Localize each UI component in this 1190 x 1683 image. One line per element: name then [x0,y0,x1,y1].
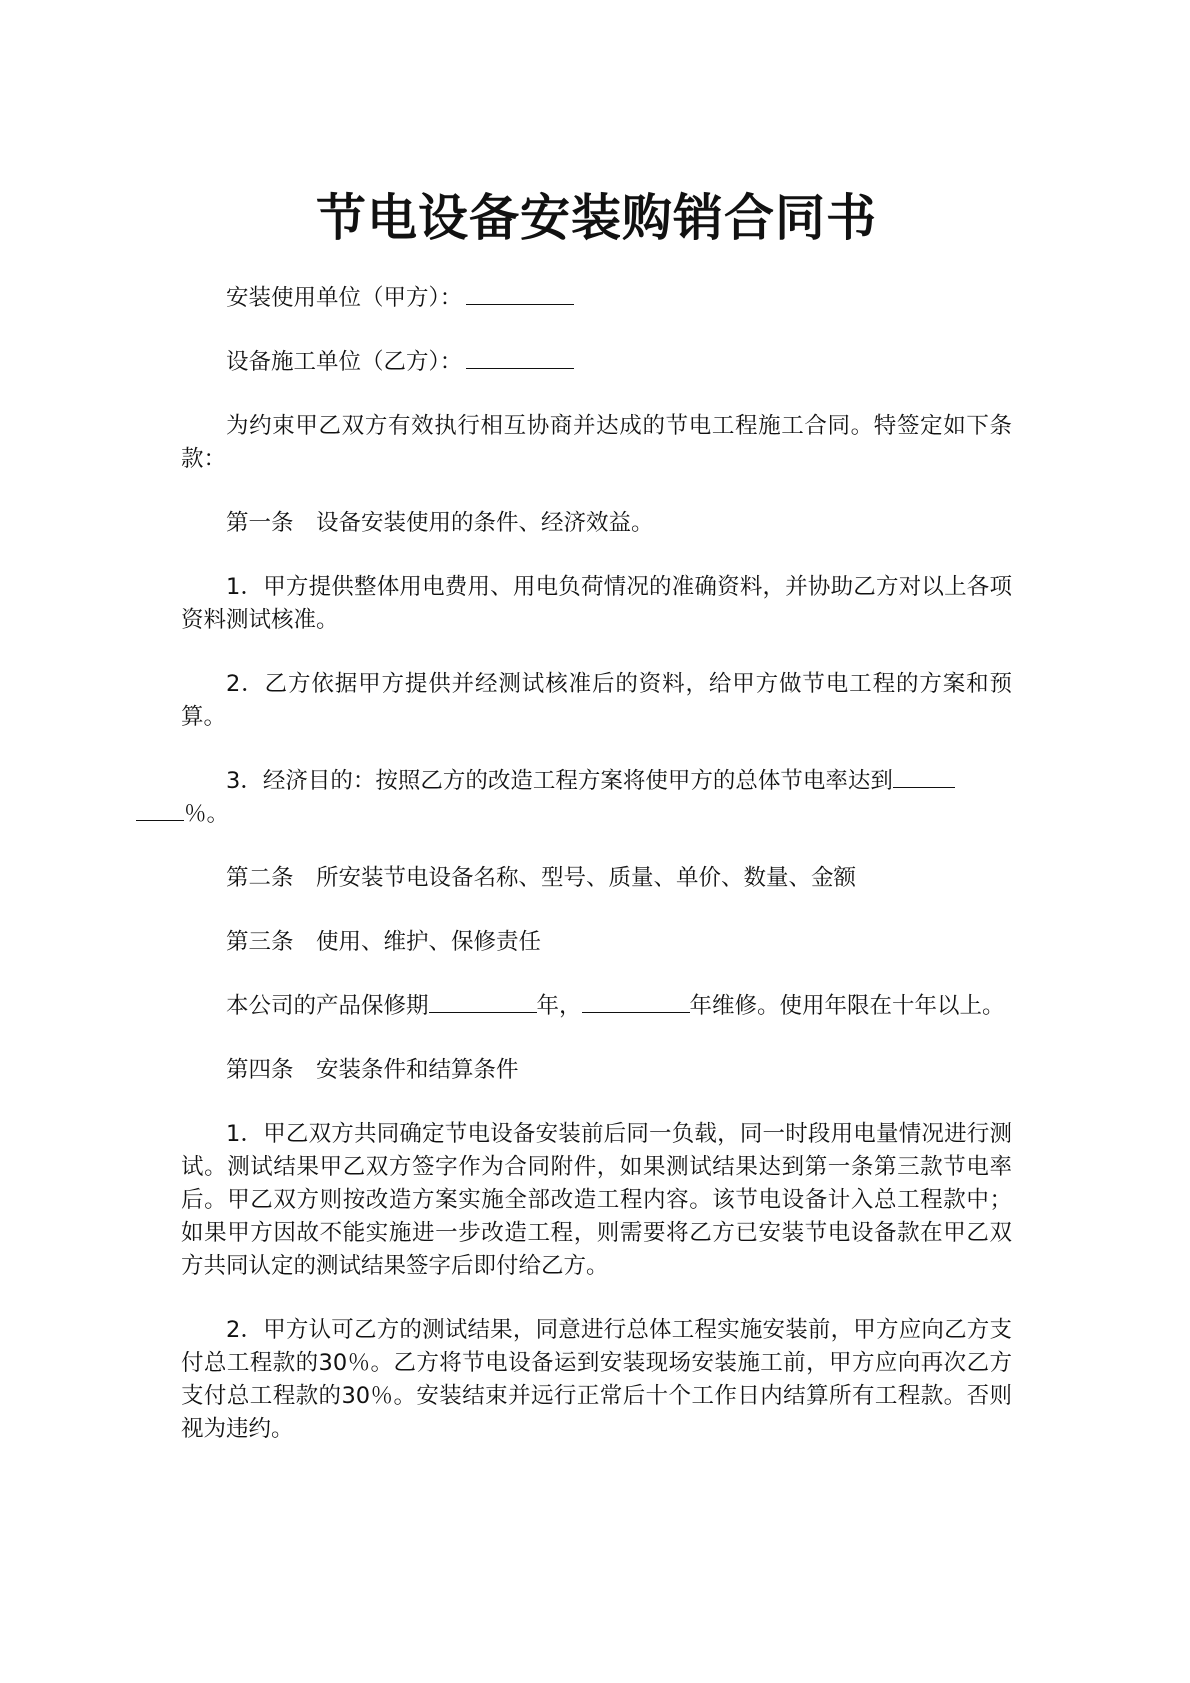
article-1-item-1: 1．甲方提供整体用电费用、用电负荷情况的准确资料，并协助乙方对以上各项资料测试核准。 [181,574,1012,633]
party-a-blank[interactable] [466,282,574,305]
warranty-text-3: 年维修。使用年限在十年以上。 [689,993,1005,1019]
warranty-paragraph [181,990,1012,1023]
article-1-heading: 第一条 设备安装使用的条件、经济效益。 [226,510,654,536]
document-title: 节电设备安装购销合同书 [316,189,877,247]
article-1-item-3-suffix: ％。 [184,801,230,827]
article-4-item-2: 2．甲方认可乙方的测试结果，同意进行总体工程实施安装前，甲方应向乙方支付总工程款的30％。乙方将节电设备运到安装现场安装施工前，甲方应向再次乙方支付总工程款的30％。安装结束并远行正常后十个工作日内结算所有工程款。否则视为违约。 [181,1317,1012,1442]
article-2-heading: 第二条 所安装节电设备名称、型号、质量、单价、数量、金额 [226,865,857,891]
warranty-text-2: 年， [536,993,582,1019]
article-1-item-3 [181,765,1012,831]
article-4-item-1: 1．甲乙双方共同确定节电设备安装前后同一负载，同一时段用电量情况进行测试。测试结果甲乙双方签字作为合同附件，如果测试结果达到第一条第三款节电率后。甲乙双方则按改造方案实施全部改造工程内容。该节电设备计入总工程款中；如果甲方因故不能实施进一步改造工程，则需要将乙方已安装节电设备款在甲乙双方共同认定的测试结果签字后即付给乙方。 [181,1121,1012,1279]
article-4-heading: 第四条 安装条件和结算条件 [226,1057,519,1083]
party-a-line [181,282,1012,315]
party-b-label: 设备施工单位（乙方）： [226,349,463,375]
warranty-years-blank[interactable] [429,990,537,1013]
article-1-item-3-text: 3．经济目的：按照乙方的改造工程方案将使甲方的总体节电率达到 [226,768,893,794]
party-b-line [181,346,1012,379]
maintenance-years-blank[interactable] [582,990,690,1013]
savings-rate-blank[interactable] [893,765,955,788]
article-3-heading: 第三条 使用、维护、保修责任 [226,929,542,955]
intro-paragraph: 为约束甲乙双方有效执行相互协商并达成的节电工程施工合同。特签定如下条款： [181,413,1012,472]
party-a-label: 安装使用单位（甲方）： [226,285,463,311]
warranty-text-1: 本公司的产品保修期 [226,993,429,1019]
savings-rate-blank-continued[interactable] [136,798,184,821]
article-1-item-2: 2．乙方依据甲方提供并经测试核准后的资料，给甲方做节电工程的方案和预算。 [181,671,1012,730]
party-b-blank[interactable] [466,346,574,369]
